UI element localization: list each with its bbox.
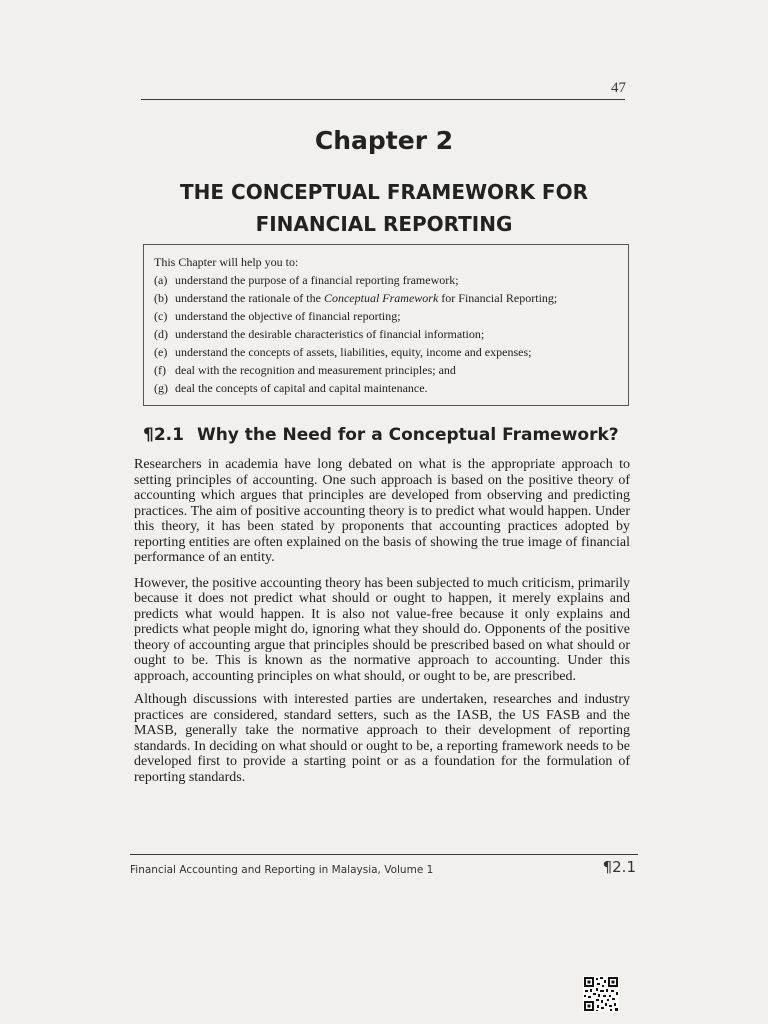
objective-text: understand the desirable characteristics of financial information;: [175, 327, 485, 341]
footer-rule: [130, 854, 638, 855]
objective-letter: (b): [154, 291, 168, 305]
objective-item: [154, 343, 618, 361]
objective-text-emphasis: Conceptual Framework: [323, 291, 439, 305]
objectives-intro: This Chapter will help you to:: [154, 255, 299, 269]
objective-letter: (c): [154, 309, 168, 323]
objective-item: [154, 289, 618, 307]
objective-item: [154, 325, 618, 343]
objective-text: deal the concepts of capital and capital maintenance.: [175, 381, 428, 395]
objective-text: understand the concepts of assets, liabilities, equity, income and expenses;: [175, 345, 532, 359]
objective-letter: (f): [154, 363, 166, 377]
section-heading: [143, 425, 619, 445]
objective-item: [154, 379, 618, 397]
qr-code-icon: [583, 976, 619, 1012]
objective-text-post: for Financial Reporting;: [438, 291, 558, 305]
chapter-objectives-box: [143, 244, 629, 406]
section-body: [134, 457, 630, 795]
objectives-list: [154, 271, 618, 397]
body-paragraph: Researchers in academia have long debated on what is the appropriate approach to setting principles of accounting. One such approach is based on the positive theory of accounting which argues that principles are developed from observing and predicting practices. The aim of positive accounting theory is to predict what would happen. Under this theory, it has been stated by proponents that accounting practices adopted by reporting entities are often explained on the basis of showing the true image of financial performance of an entity.: [134, 457, 630, 565]
objective-text: deal with the recognition and measurement principles; and: [175, 363, 456, 377]
objective-text: understand the objective of financial reporting;: [175, 309, 401, 323]
chapter-title: THE CONCEPTUAL FRAMEWORK FOR FINANCIAL REPORTING: [180, 180, 588, 236]
chapter-label: Chapter 2: [314, 126, 454, 155]
objective-letter: (e): [154, 345, 168, 359]
body-paragraph: Although discussions with interested parties are undertaken, researches and industry practices are considered, standard setters, such as the IASB, the US FASB and the MASB, generally take the normative approach to their development of reporting standards. In deciding on what should or ought to be, a reporting framework needs to be developed first to provide a starting point or as a foundation for the formulation of reporting standards.: [134, 692, 630, 785]
objective-item: [154, 271, 618, 289]
header-rule: [141, 99, 625, 100]
section-number: ¶2.1: [143, 425, 184, 445]
objective-letter: (d): [154, 327, 168, 341]
objective-item: [154, 307, 618, 325]
objective-text: understand the purpose of a financial reporting framework;: [175, 273, 459, 287]
section-title: Why the Need for a Conceptual Framework?: [196, 425, 619, 445]
objective-letter: (g): [154, 381, 168, 395]
objective-letter: (a): [154, 273, 168, 287]
page-number: 47: [611, 80, 626, 96]
footer-book-title: Financial Accounting and Reporting in Malaysia, Volume 1: [130, 864, 434, 876]
objective-text-pre: understand the rationale of the: [175, 291, 324, 305]
objective-item: [154, 361, 618, 379]
body-paragraph: However, the positive accounting theory has been subjected to much criticism, primarily because it does not predict what should or ought to happen, it merely explains and predicts what would happen. It is also not value-free because it only explains and predicts what people might do, ignoring what they should do. Opponents of the positive theory of accounting argue that principles should be prescribed based on what should or ought to be. This is known as the normative approach to accounting. Under this approach, accounting principles on what should, or ought to be, are prescribed.: [134, 575, 630, 684]
footer-section-ref: ¶2.1: [602, 858, 636, 876]
